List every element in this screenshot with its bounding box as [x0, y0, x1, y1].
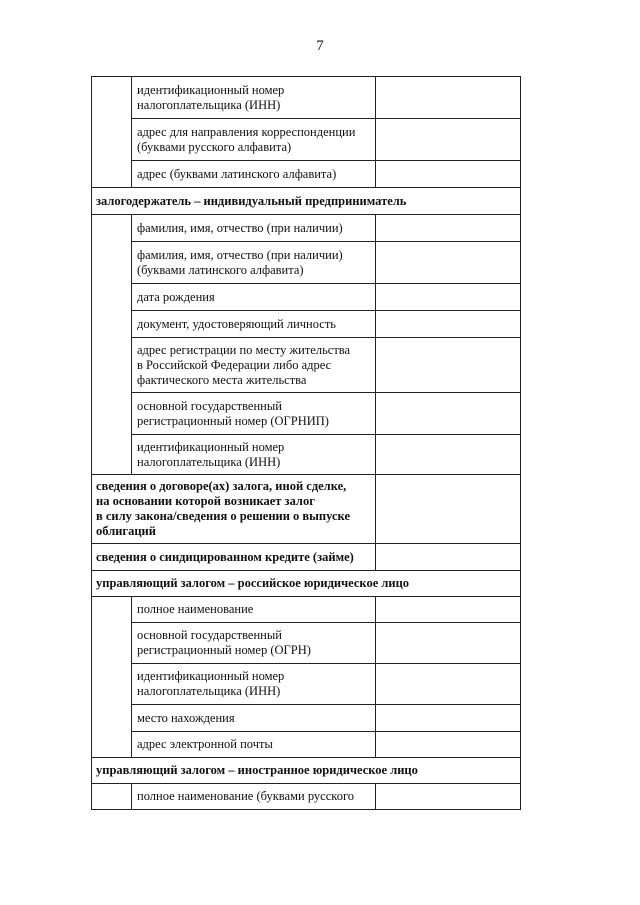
- indent-cell: [92, 77, 132, 188]
- section-title: управляющий залогом – российское юридическое лицо: [92, 571, 521, 597]
- table-row: [92, 284, 521, 311]
- field-label: адрес для направления корреспонденции (буквами русского алфавита): [132, 119, 376, 161]
- field-label: дата рождения: [132, 284, 376, 311]
- field-label: фамилия, имя, отчество (при наличии): [132, 215, 376, 242]
- section-title: залогодержатель – индивидуальный предприниматель: [92, 188, 521, 215]
- table-row: [92, 393, 521, 435]
- field-label: полное наименование: [132, 597, 376, 623]
- field-value-cell[interactable]: [376, 784, 521, 810]
- field-value-cell[interactable]: [376, 242, 521, 284]
- table-row: [92, 623, 521, 664]
- field-value-cell[interactable]: [376, 597, 521, 623]
- indent-cell: [92, 215, 132, 475]
- section-header-row: [92, 188, 521, 215]
- field-value-cell[interactable]: [376, 475, 521, 544]
- field-label: адрес электронной почты: [132, 732, 376, 758]
- table-row: [92, 597, 521, 623]
- table-row: [92, 705, 521, 732]
- field-label: документ, удостоверяющий личность: [132, 311, 376, 338]
- field-label: идентификационный номер налогоплательщика (ИНН): [132, 77, 376, 119]
- syndicated-credit-label: сведения о синдицированном кредите (займе): [92, 544, 376, 571]
- table-row: [92, 435, 521, 475]
- field-label: полное наименование (буквами русского: [132, 784, 376, 810]
- table-row: [92, 119, 521, 161]
- field-label: место нахождения: [132, 705, 376, 732]
- table-row: [92, 161, 521, 188]
- contract-info-label: сведения о договоре(ах) залога, иной сделке, на основании которой возникает залог в силу закона/сведения о решении о выпуске облигаций: [92, 475, 376, 544]
- field-value-cell[interactable]: [376, 435, 521, 475]
- table-row: [92, 732, 521, 758]
- field-label: основной государственный регистрационный номер (ОГРНИП): [132, 393, 376, 435]
- field-label: идентификационный номер налогоплательщика (ИНН): [132, 435, 376, 475]
- indent-cell: [92, 784, 132, 810]
- field-label: фамилия, имя, отчество (при наличии) (буквами латинского алфавита): [132, 242, 376, 284]
- field-label: идентификационный номер налогоплательщика (ИНН): [132, 664, 376, 705]
- registry-form-table: [91, 76, 521, 810]
- field-value-cell[interactable]: [376, 215, 521, 242]
- indent-cell: [92, 597, 132, 758]
- table-row: [92, 475, 521, 544]
- page-number: 7: [316, 38, 324, 54]
- field-label: адрес (буквами латинского алфавита): [132, 161, 376, 188]
- field-value-cell[interactable]: [376, 338, 521, 393]
- field-value-cell[interactable]: [376, 119, 521, 161]
- section-header-row: [92, 571, 521, 597]
- field-value-cell[interactable]: [376, 544, 521, 571]
- field-value-cell[interactable]: [376, 623, 521, 664]
- field-value-cell[interactable]: [376, 311, 521, 338]
- field-value-cell[interactable]: [376, 732, 521, 758]
- field-value-cell[interactable]: [376, 393, 521, 435]
- section-title: управляющий залогом – иностранное юридическое лицо: [92, 758, 521, 784]
- field-label: основной государственный регистрационный номер (ОГРН): [132, 623, 376, 664]
- field-value-cell[interactable]: [376, 664, 521, 705]
- table-row: [92, 338, 521, 393]
- field-label: адрес регистрации по месту жительства в Российской Федерации либо адрес фактического места жительства: [132, 338, 376, 393]
- table-row: [92, 77, 521, 119]
- table-row: [92, 544, 521, 571]
- table-row: [92, 311, 521, 338]
- field-value-cell[interactable]: [376, 284, 521, 311]
- section-header-row: [92, 758, 521, 784]
- field-value-cell[interactable]: [376, 77, 521, 119]
- field-value-cell[interactable]: [376, 705, 521, 732]
- table-row: [92, 242, 521, 284]
- table-row: [92, 784, 521, 810]
- table-row: [92, 215, 521, 242]
- table-row: [92, 664, 521, 705]
- field-value-cell[interactable]: [376, 161, 521, 188]
